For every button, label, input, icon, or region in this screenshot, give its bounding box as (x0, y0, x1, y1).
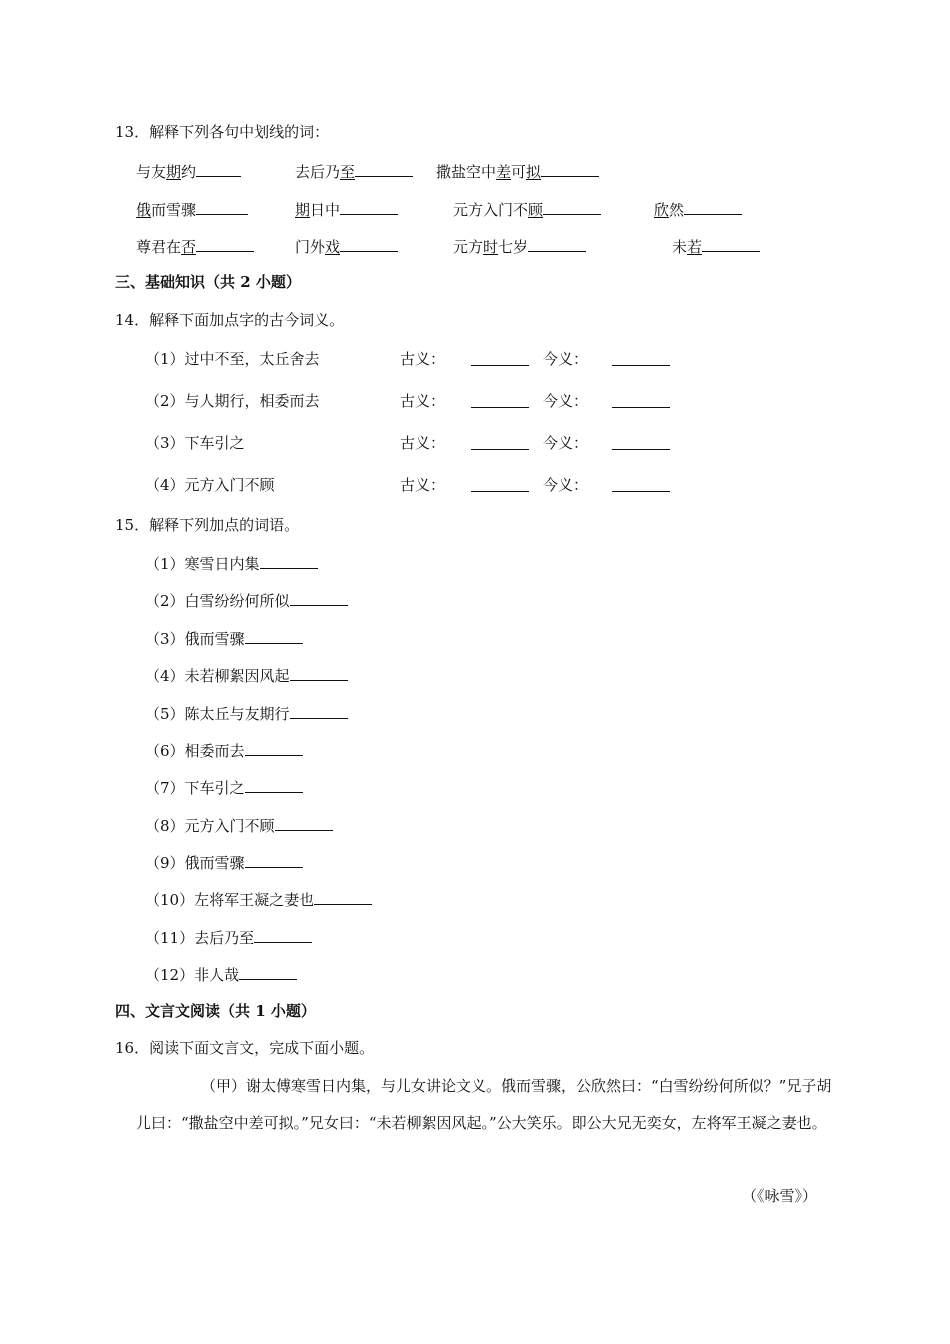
q13-item: 元方入门不顾 (453, 198, 601, 220)
answer-blank[interactable] (340, 198, 398, 215)
modern-label: 今义： (543, 476, 589, 494)
modern-label: 今义： (543, 392, 589, 410)
modern-label: 今义： (543, 350, 589, 368)
q13-item: 未若 (672, 235, 760, 257)
q15-title: 15．解释下列加点的词语。 (115, 516, 300, 534)
answer-blank[interactable] (245, 627, 303, 644)
answer-blank[interactable] (340, 235, 398, 252)
passage-source: （《咏雪》） (742, 1187, 818, 1205)
q13-item: 尊君在否 (136, 235, 254, 257)
answer-blank[interactable] (196, 198, 248, 215)
classical-passage: （甲）谢太傅寒雪日内集，与儿女讲论文义。俄而雪骤，公欣然曰：“白雪纷纷何所似？”兄子胡儿曰：“撒盐空中差可拟。”兄女曰：“未若柳絮因风起。”公大笑乐。即公大兄无奕女，左将军王凝之妻也。 (136, 1077, 832, 1132)
answer-blank[interactable] (245, 739, 303, 756)
q15-item: （7）下车引之 (145, 776, 303, 798)
q13-item: 俄而雪骤 (136, 198, 248, 220)
q13-item: 门外戏 (295, 235, 398, 257)
answer-blank[interactable] (541, 160, 599, 177)
section-heading: 三、基础知识（共 2 小题） (115, 273, 301, 291)
answer-blank[interactable] (314, 888, 372, 905)
ancient-label: 古义： (400, 392, 446, 410)
q15-item: （11）去后乃至 (145, 926, 312, 948)
answer-blank[interactable] (196, 235, 254, 252)
answer-blank[interactable] (355, 160, 413, 177)
q15-item: （4）未若柳絮因风起 (145, 664, 348, 686)
q14-title: 14．解释下面加点字的古今词义。 (115, 311, 345, 329)
q15-item: （8）元方入门不顾 (145, 814, 333, 836)
q13-item: 欣然 (654, 198, 742, 220)
q14-item: （2）与人期行，相委而去 (145, 392, 320, 410)
answer-blank[interactable] (684, 198, 742, 215)
answer-blank[interactable] (196, 160, 241, 177)
q13-item: 撒盐空中差可拟 (436, 160, 599, 182)
ancient-label: 古义： (400, 350, 446, 368)
answer-blank[interactable] (471, 349, 529, 366)
q14-item: （3）下车引之 (145, 434, 245, 452)
answer-blank[interactable] (245, 851, 303, 868)
q15-item: （9）俄而雪骤 (145, 851, 303, 873)
answer-blank[interactable] (245, 776, 303, 793)
answer-blank[interactable] (239, 963, 297, 980)
q15-item: （12）非人哉 (145, 963, 297, 985)
answer-blank[interactable] (543, 198, 601, 215)
answer-blank[interactable] (471, 433, 529, 450)
q13-item: 与友期约 (136, 160, 241, 182)
answer-blank[interactable] (290, 664, 348, 681)
answer-blank[interactable] (275, 814, 333, 831)
q14-item: （1）过中不至，太丘舍去 (145, 350, 320, 368)
q15-item: （3）俄而雪骤 (145, 627, 303, 649)
answer-blank[interactable] (471, 391, 529, 408)
q16-title: 16．阅读下面文言文，完成下面小题。 (115, 1039, 375, 1057)
answer-blank[interactable] (612, 391, 670, 408)
modern-label: 今义： (543, 434, 589, 452)
q15-item: （1）寒雪日内集 (145, 552, 318, 574)
answer-blank[interactable] (290, 589, 348, 606)
q15-item: （6）相委而去 (145, 739, 303, 761)
answer-blank[interactable] (612, 433, 670, 450)
ancient-label: 古义： (400, 476, 446, 494)
answer-blank[interactable] (471, 475, 529, 492)
q15-item: （10）左将军王凝之妻也 (145, 888, 372, 910)
answer-blank[interactable] (260, 552, 318, 569)
q15-item: （2）白雪纷纷何所似 (145, 589, 348, 611)
section-heading: 四、文言文阅读（共 1 小题） (115, 1002, 316, 1020)
q15-item: （5）陈太丘与友期行 (145, 702, 348, 724)
q13-item: 期日中 (295, 198, 398, 220)
answer-blank[interactable] (528, 235, 586, 252)
q13-item: 去后乃至 (295, 160, 413, 182)
q13-item: 元方时七岁 (453, 235, 586, 257)
q13-title: 13．解释下列各句中划线的词： (115, 123, 330, 141)
answer-blank[interactable] (290, 702, 348, 719)
ancient-label: 古义： (400, 434, 446, 452)
q14-item: （4）元方入门不顾 (145, 476, 275, 494)
answer-blank[interactable] (612, 475, 670, 492)
answer-blank[interactable] (612, 349, 670, 366)
answer-blank[interactable] (702, 235, 760, 252)
answer-blank[interactable] (254, 926, 312, 943)
